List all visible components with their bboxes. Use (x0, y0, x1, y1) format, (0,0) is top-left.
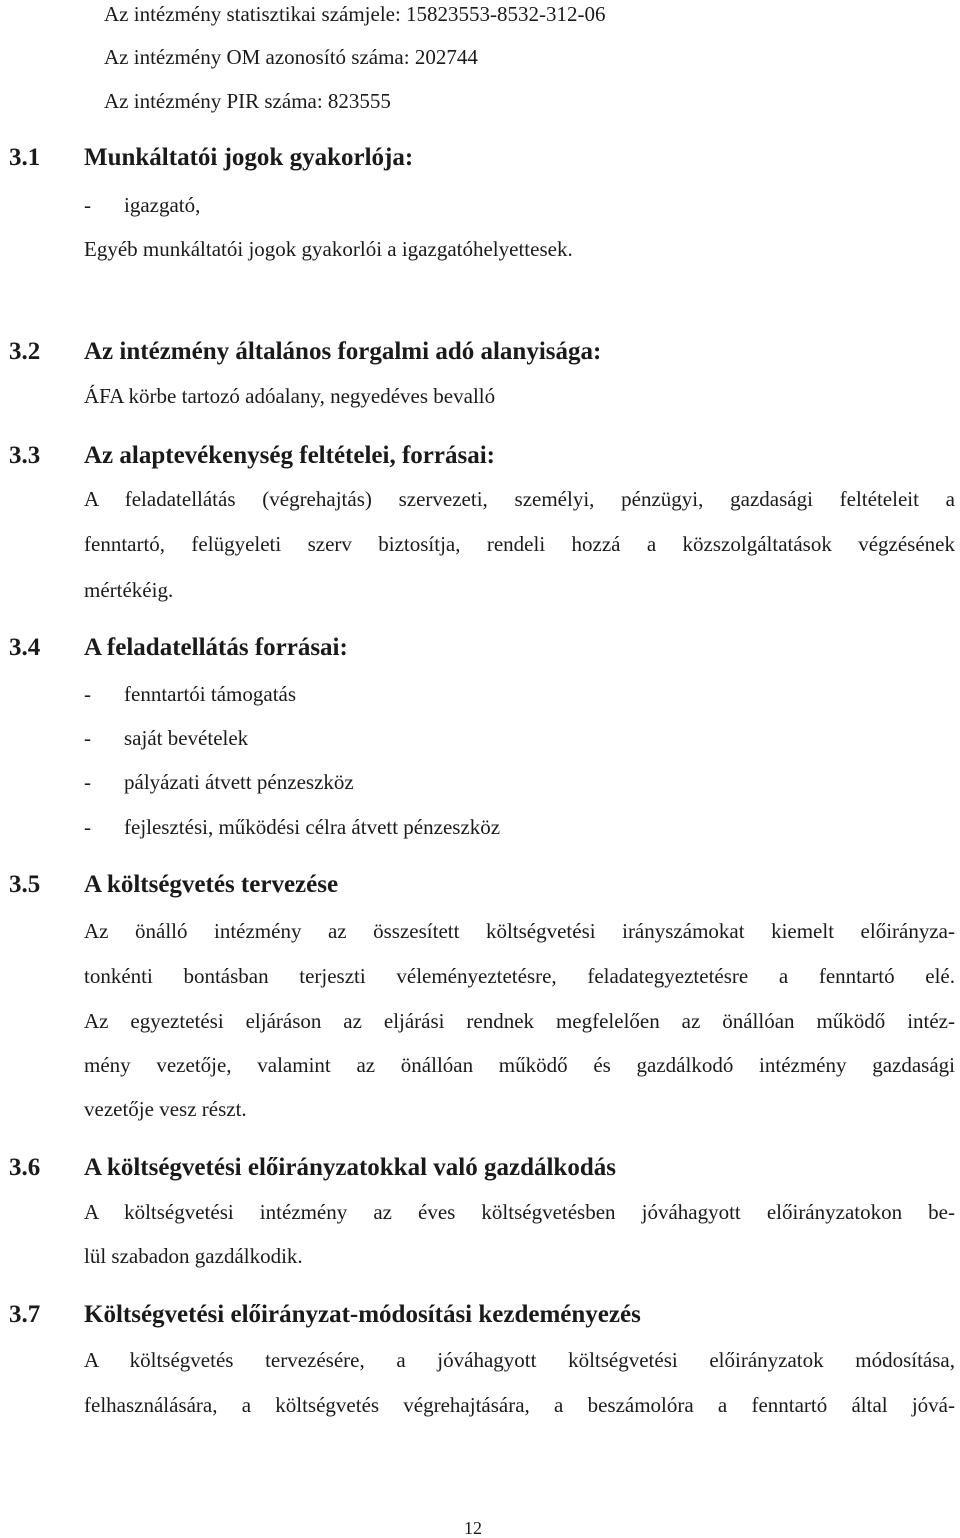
section-3-1-title: Munkáltatói jogok gyakorlója: (84, 144, 414, 171)
pir-number-line: Az intézmény PIR száma: 823555 (104, 89, 391, 113)
section-3-5-number: 3.5 (9, 871, 41, 898)
list-item: fenntartói támogatás (124, 682, 297, 706)
paragraph-line: mény vezetője, valamint az önállóan működő és gazdálkodó intézmény gazdasági (84, 1053, 955, 1077)
page-number: 12 (464, 1518, 482, 1538)
paragraph-line: tonkénti bontásban terjeszti véleményeztetésre, feladategyeztetésre a fenntartó elé. (84, 964, 955, 988)
om-id-line: Az intézmény OM azonosító száma: 202744 (104, 45, 478, 69)
list-dash: - (84, 770, 91, 794)
list-item: fejlesztési, működési célra átvett pénzeszköz (124, 815, 501, 839)
section-3-3-number: 3.3 (9, 442, 41, 469)
section-3-2-title: Az intézmény általános forgalmi adó alanyisága: (84, 338, 602, 365)
section-3-6-number: 3.6 (9, 1154, 41, 1181)
section-3-5-title: A költségvetés tervezése (84, 871, 339, 898)
section-3-1-number: 3.1 (9, 144, 41, 171)
list-dash: - (84, 193, 91, 217)
section-3-7-title: Költségvetési előirányzat-módosítási kezdeményezés (84, 1301, 641, 1328)
paragraph-line: A költségvetési intézmény az éves költségvetésben jóváhagyott előirányzatokon be- (84, 1200, 955, 1224)
paragraph-line: A költségvetés tervezésére, a jóváhagyott költségvetési előirányzatok módosítása, (84, 1348, 955, 1372)
paragraph-line: felhasználására, a költségvetés végrehajtására, a beszámolóra a fenntartó által jóvá- (84, 1393, 955, 1417)
paragraph-line: lül szabadon gazdálkodik. (84, 1244, 303, 1268)
paragraph-line: Az önálló intézmény az összesített költségvetési irányszámokat kiemelt előirányza- (84, 919, 955, 943)
list-item: igazgató, (124, 193, 201, 217)
list-dash: - (84, 815, 91, 839)
section-3-3-title: Az alaptevékenység feltételei, forrásai: (84, 442, 495, 469)
section-3-1-text: Egyéb munkáltatói jogok gyakorlói a igazgatóhelyettesek. (84, 237, 573, 261)
section-3-4-title: A feladatellátás forrásai: (84, 634, 348, 661)
paragraph-line: Az egyeztetési eljáráson az eljárási rendnek megfelelően az önállóan működő intéz- (84, 1009, 955, 1033)
paragraph-line: mértékéig. (84, 578, 174, 602)
statistical-number-line: Az intézmény statisztikai számjele: 15823553-8532-312-06 (104, 2, 606, 26)
paragraph-line: vezetője vesz részt. (84, 1097, 247, 1121)
section-3-2-text: ÁFA körbe tartozó adóalany, negyedéves bevalló (84, 384, 496, 408)
list-dash: - (84, 682, 91, 706)
list-item: saját bevételek (124, 726, 249, 750)
paragraph-line: fenntartó, felügyeleti szerv biztosítja, rendeli hozzá a közszolgáltatások végzésének (84, 532, 955, 556)
list-dash: - (84, 726, 91, 750)
paragraph-line: A feladatellátás (végrehajtás) szervezeti, személyi, pénzügyi, gazdasági feltételeit a (84, 487, 955, 511)
section-3-2-number: 3.2 (9, 338, 41, 365)
list-item: pályázati átvett pénzeszköz (124, 770, 354, 794)
section-3-4-number: 3.4 (9, 634, 41, 661)
section-3-6-title: A költségvetési előirányzatokkal való gazdálkodás (84, 1154, 616, 1181)
section-3-7-number: 3.7 (9, 1301, 41, 1328)
